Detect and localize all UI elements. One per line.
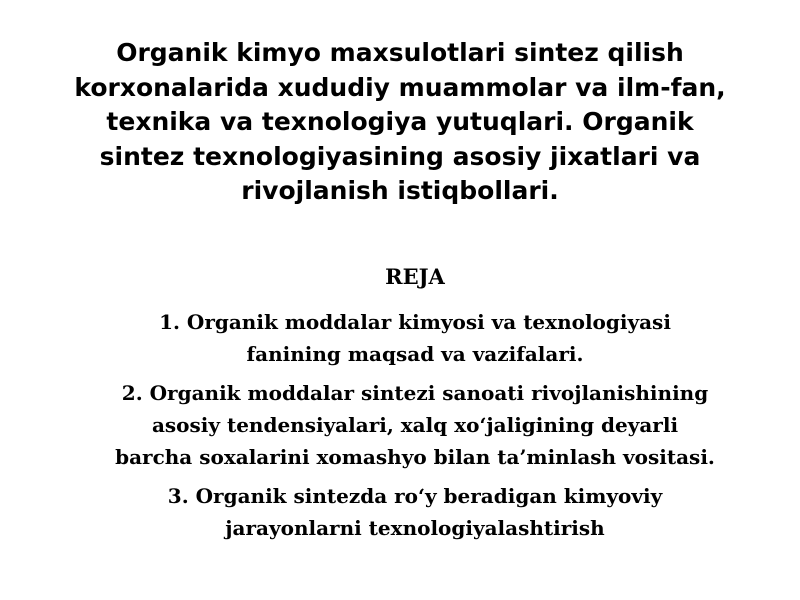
title-line: rivojlanish istiqbollari. [241,176,559,205]
plan-item-line: 1. Organik moddalar kimyosi va texnologiyasi [159,310,671,334]
plan-item-line: fanining maqsad va vazifalari. [246,342,584,366]
plan-item-3 [60,480,770,544]
slide-title [40,36,760,209]
plan-item-line: asosiy tendensiyalari, xalq xo‘jaligining deyarli [151,413,679,437]
title-line: sintez texnologiyasining asosiy jixatlari va [99,141,701,171]
plan-heading: REJA [385,264,445,289]
title-line: korxonalarida xududiy muammolar va ilm-fan, [74,72,726,102]
title-line: texnika va texnologiya yutuqlari. Organik [106,107,694,136]
plan-list [60,306,770,551]
plan-item-line: barcha soxalarini xomashyo bilan ta’minlash vositasi. [115,445,715,469]
plan-item-2 [60,377,770,473]
plan-item-line: jarayonlarni texnologiyalashtirish [225,516,605,540]
plan-item-line: 2. Organik moddalar sintezi sanoati rivojlanishining [121,381,709,405]
plan-item-1 [60,306,770,370]
title-line: Organik kimyo maxsulotlari sintez qilish [116,38,684,67]
plan-item-line: 3. Organik sintezda ro‘y beradigan kimyoviy [167,484,663,508]
